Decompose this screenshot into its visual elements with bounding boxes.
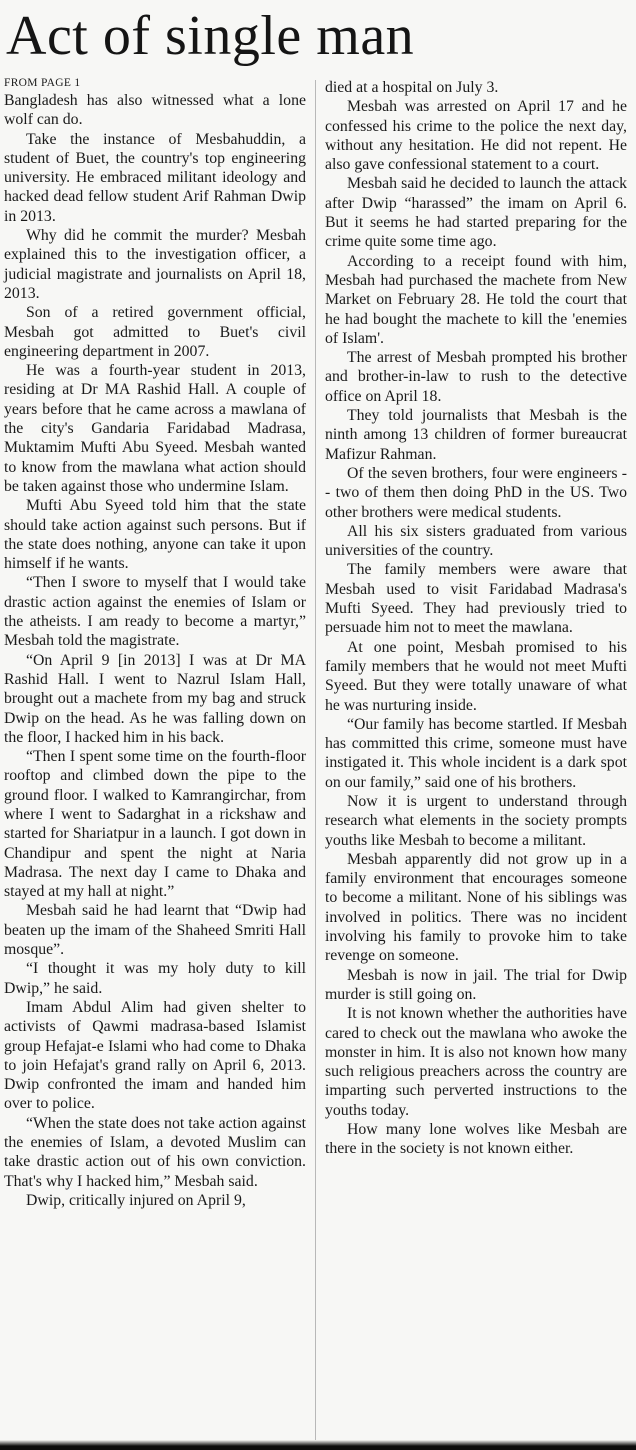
paragraph: Mesbah is now in jail. The trial for Dwip murder is still going on. — [325, 966, 627, 1003]
paragraph: Bangladesh has also witnessed what a lone wolf can do. — [4, 92, 306, 129]
continued-from-kicker: FROM PAGE 1 — [4, 77, 81, 89]
paragraph: Now it is urgent to understand through research what elements in the society prompts youths like Mesbah to become a militant. — [325, 792, 627, 849]
paragraph: Of the seven brothers, four were engineers -- two of them then doing PhD in the US. Two other brothers were medical students. — [325, 464, 627, 521]
paragraph: “Our family has become startled. If Mesbah has committed this crime, someone must have instigated it. This whole incident is a dark spot on our family,” said one of his brothers. — [325, 715, 627, 791]
paragraph: Dwip, critically injured on April 9, — [26, 1191, 246, 1209]
paragraph: All his six sisters graduated from various universities of the country. — [325, 522, 627, 560]
paragraph: “On April 9 [in 2013] I was at Dr MA Rashid Hall. I went to Nazrul Islam Hall, brought out a machete from my bag and struck Dwip on the head. As he was falling down on the floor, I hacked him in his back. — [4, 651, 306, 746]
page-bottom-edge — [0, 1440, 636, 1450]
paragraph: The family members were aware that Mesbah used to visit Faridabad Madrasa's Mufti Syeed. They had previously tried to persuade him not to meet the mawlana. — [325, 561, 627, 637]
paragraph: The arrest of Mesbah prompted his brother and brother-in-law to rush to the detective office on April 18. — [325, 349, 627, 405]
paragraph: died at a hospital on July 3. — [325, 79, 499, 96]
paragraph: He was a fourth-year student in 2013, residing at Dr MA Rashid Hall. A couple of years before that he came across a mawlana of the city's Gandaria Faridabad Madrasa, Muktamim Mufti Abu Syeed. Mesbah wanted to know from the mawlana what action should be taken against those who undermine Islam. — [4, 362, 306, 495]
article-column-2 — [325, 78, 627, 1159]
paragraph: Mesbah said he decided to launch the attack after Dwip “harassed” the imam on April 6. But it seems he had started preparing for the crime quite some time ago. — [325, 175, 627, 251]
headline: Act of single man — [6, 5, 415, 67]
paragraph: It is not known whether the authorities have cared to check out the mawlana who awoke the monster in him. It is also not known how many such religious preachers across the country are imparting such perverted instructions to the youths today. — [325, 1005, 627, 1119]
paragraph: “When the state does not take action against the enemies of Islam, a devoted Muslim can take drastic action out of his own conviction. That's why I hacked him,” Mesbah said. — [4, 1114, 306, 1190]
paragraph: Son of a retired government official, Mesbah got admitted to Buet's civil engineering department in 2007. — [4, 304, 306, 360]
paragraph: Take the instance of Mesbahuddin, a student of Buet, the country's top engineering university. He embraced militant ideology and hacked dead fellow student Arif Rahman Dwip in 2013. — [4, 130, 306, 225]
article-column-1 — [4, 76, 306, 1210]
paragraph: Mesbah was arrested on April 17 and he confessed his crime to the police the next day, without any hesitation. He did not repent. He also gave confessional statement to a court. — [325, 98, 627, 174]
column-divider — [315, 80, 316, 1448]
paragraph: Mufti Abu Syeed told him that the state should take action against such persons. But if the state does nothing, anyone can take it upon himself if he wants. — [4, 497, 306, 573]
paragraph: “Then I spent some time on the fourth-floor rooftop and climbed down the pipe to the ground floor. I walked to Kamrangirchar, from where I went to Sadarghat in a rickshaw and started for Shariatpur in a launch. I got down in Chandipur and spent the night at Naria Madrasa. The next day I came to Dhaka and stayed at my hall at night.” — [4, 748, 306, 901]
paragraph: Mesbah apparently did not grow up in a family environment that encourages someone to become a militant. None of his siblings was involved in politics. There was no incident involving his family to provoke him to take revenge on someone. — [325, 850, 627, 965]
paragraph: Mesbah said he had learnt that “Dwip had beaten up the imam of the Shaheed Smriti Hall mosque”. — [4, 902, 306, 959]
paragraph: How many lone wolves like Mesbah are there in the society is not known either. — [325, 1121, 627, 1158]
paragraph: Imam Abdul Alim had given shelter to activists of Qawmi madrasa-based Islamist group Hefajat-e Islami who had come to Dhaka to join Hefajat's grand rally on April 6, 2013. Dwip confronted the imam and handed him over to police. — [4, 998, 306, 1113]
paragraph: “I thought it was my holy duty to kill Dwip,” he said. — [4, 960, 306, 997]
paragraph: Why did he commit the murder? Mesbah explained this to the investigation officer, a judicial magistrate and journalists on April 18, 2013. — [4, 227, 306, 302]
paragraph: According to a receipt found with him, Mesbah had purchased the machete from New Market on February 28. He told the court that he had bought the machete to kill the 'enemies of Islam'. — [325, 252, 627, 347]
paragraph: At one point, Mesbah promised to his family members that he would not meet Mufti Syeed. But they were totally unaware of what he was nurturing inside. — [325, 638, 627, 714]
paragraph: “Then I swore to myself that I would take drastic action against the enemies of Islam or the atheists. I am ready to become a martyr,” Mesbah told the magistrate. — [4, 574, 306, 650]
paragraph: They told journalists that Mesbah is the ninth among 13 children of former bureaucrat Mafizur Rahman. — [325, 407, 627, 463]
